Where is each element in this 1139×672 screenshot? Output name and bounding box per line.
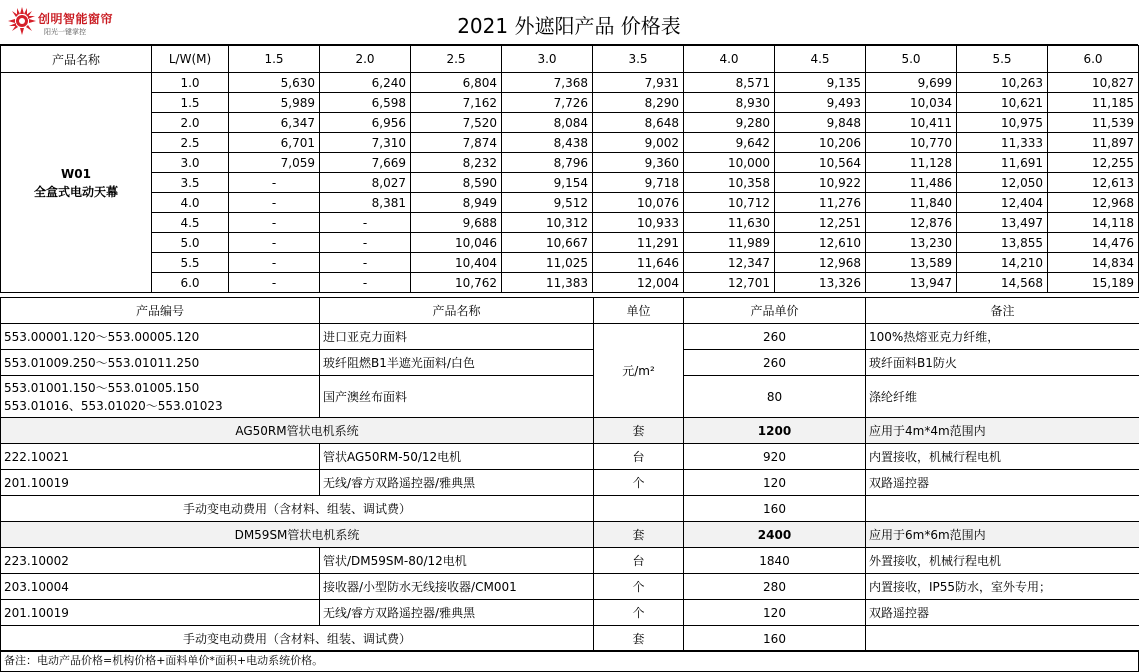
part-code: 201.10019 xyxy=(1,600,320,626)
row-height-label: 2.0 xyxy=(152,113,229,133)
price-cell: - xyxy=(320,233,411,253)
price-cell: 13,230 xyxy=(866,233,957,253)
motor-system-note: 应用于4m*4m范围内 xyxy=(866,418,1139,444)
motor-system-title: AG50RM管状电机系统 xyxy=(1,418,594,444)
price-cell: 11,333 xyxy=(957,133,1048,153)
price-cell: 7,874 xyxy=(411,133,502,153)
price-cell: 10,564 xyxy=(775,153,866,173)
price-cell: 5,989 xyxy=(229,93,320,113)
part-note: 内置接收，IP55防水，室外专用； xyxy=(866,574,1139,600)
price-cell: 11,840 xyxy=(866,193,957,213)
price-cell: 12,613 xyxy=(1048,173,1139,193)
width-header: 2.0 xyxy=(320,46,411,73)
price-cell: 9,699 xyxy=(866,73,957,93)
price-cell: 8,648 xyxy=(593,113,684,133)
motor-part-row xyxy=(1,574,1139,600)
price-cell: 9,360 xyxy=(593,153,684,173)
price-cell: - xyxy=(229,233,320,253)
fabric-name: 玻纤阻燃B1半遮光面料/白色 xyxy=(320,350,594,376)
price-cell: 12,968 xyxy=(1048,193,1139,213)
part-unit: 个 xyxy=(594,600,684,626)
price-cell: 12,050 xyxy=(957,173,1048,193)
logo-slogan: 阳光一键掌控 xyxy=(44,28,86,36)
part-note: 双路遥控器 xyxy=(866,470,1139,496)
table-row xyxy=(1,133,1139,153)
col-header-price: 产品单价 xyxy=(684,298,866,324)
price-cell: 12,255 xyxy=(1048,153,1139,173)
price-cell: 5,630 xyxy=(229,73,320,93)
width-header: 4.5 xyxy=(775,46,866,73)
row-height-label: 3.5 xyxy=(152,173,229,193)
price-cell: - xyxy=(229,253,320,273)
price-cell: 9,848 xyxy=(775,113,866,133)
part-price: 280 xyxy=(684,574,866,600)
price-cell: 13,855 xyxy=(957,233,1048,253)
part-unit: 个 xyxy=(594,574,684,600)
price-cell: 12,251 xyxy=(775,213,866,233)
motor-system-unit: 套 xyxy=(594,418,684,444)
width-header: 1.5 xyxy=(229,46,320,73)
conversion-label: 手动变电动费用（含材料、组装、调试费） xyxy=(1,496,594,522)
price-cell: 10,770 xyxy=(866,133,957,153)
row-height-label: 5.5 xyxy=(152,253,229,273)
price-cell: 11,691 xyxy=(957,153,1048,173)
conversion-price: 160 xyxy=(684,496,866,522)
row-height-label: 6.0 xyxy=(152,273,229,293)
part-code: 203.10004 xyxy=(1,574,320,600)
motor-system-row xyxy=(1,522,1139,548)
fabric-code xyxy=(1,376,320,418)
part-price: 120 xyxy=(684,600,866,626)
motor-part-row xyxy=(1,470,1139,496)
price-cell: 10,975 xyxy=(957,113,1048,133)
conversion-note xyxy=(866,626,1139,652)
part-note: 内置接收，机械行程电机 xyxy=(866,444,1139,470)
fabric-unit: 元/m² xyxy=(594,324,684,418)
price-cell: 9,718 xyxy=(593,173,684,193)
table-row xyxy=(1,73,1139,93)
price-cell: 9,280 xyxy=(684,113,775,133)
price-cell: 14,118 xyxy=(1048,213,1139,233)
price-cell: 12,876 xyxy=(866,213,957,233)
price-cell: 10,621 xyxy=(957,93,1048,113)
price-cell: 9,135 xyxy=(775,73,866,93)
fabric-code-line: 553.01016、553.01020～553.01023 xyxy=(4,398,223,413)
price-cell: 13,326 xyxy=(775,273,866,293)
price-cell: 6,701 xyxy=(229,133,320,153)
price-cell: 8,232 xyxy=(411,153,502,173)
price-cell: 6,804 xyxy=(411,73,502,93)
conversion-price: 160 xyxy=(684,626,866,652)
price-cell: 7,310 xyxy=(320,133,411,153)
price-cell: 12,968 xyxy=(775,253,866,273)
table-row xyxy=(1,193,1139,213)
price-cell: 12,610 xyxy=(775,233,866,253)
part-unit: 台 xyxy=(594,444,684,470)
price-cell: 8,930 xyxy=(684,93,775,113)
part-unit: 台 xyxy=(594,548,684,574)
part-code: 222.10021 xyxy=(1,444,320,470)
price-cell: 7,162 xyxy=(411,93,502,113)
price-cell: 10,076 xyxy=(593,193,684,213)
width-header: 4.0 xyxy=(684,46,775,73)
table-header-row xyxy=(1,298,1139,324)
part-name: 接收器/小型防水无线接收器/CM001 xyxy=(320,574,594,600)
logo-brand-name: 创明智能窗帘 xyxy=(38,12,114,26)
part-price: 120 xyxy=(684,470,866,496)
fabric-row xyxy=(1,324,1139,350)
conversion-row xyxy=(1,626,1139,652)
table-row xyxy=(1,93,1139,113)
price-cell: 10,922 xyxy=(775,173,866,193)
price-cell: 10,404 xyxy=(411,253,502,273)
part-note: 外置接收，机械行程电机 xyxy=(866,548,1139,574)
price-cell: 10,712 xyxy=(684,193,775,213)
price-cell: 11,291 xyxy=(593,233,684,253)
motor-part-row xyxy=(1,444,1139,470)
price-cell: 9,512 xyxy=(502,193,593,213)
table-row xyxy=(1,113,1139,133)
price-cell: 9,154 xyxy=(502,173,593,193)
price-cell: 9,002 xyxy=(593,133,684,153)
part-price: 1840 xyxy=(684,548,866,574)
width-header: 5.5 xyxy=(957,46,1048,73)
col-header-lw: L/W(M) xyxy=(152,46,229,73)
motor-part-row xyxy=(1,548,1139,574)
price-cell: - xyxy=(229,213,320,233)
price-cell: 9,688 xyxy=(411,213,502,233)
fabric-code-line: 553.01001.150～553.01005.150 xyxy=(4,380,200,395)
conversion-note xyxy=(866,496,1139,522)
size-price-table xyxy=(0,45,1139,293)
part-unit: 个 xyxy=(594,470,684,496)
width-header: 3.5 xyxy=(593,46,684,73)
price-cell: 8,571 xyxy=(684,73,775,93)
table-header-row xyxy=(1,46,1139,73)
width-header: 5.0 xyxy=(866,46,957,73)
price-cell: 8,084 xyxy=(502,113,593,133)
fabric-note: 玻纤面料B1防火 xyxy=(866,350,1139,376)
fabric-row xyxy=(1,376,1139,418)
price-cell: 8,590 xyxy=(411,173,502,193)
price-cell: 11,539 xyxy=(1048,113,1139,133)
table-row xyxy=(1,213,1139,233)
price-cell: 7,368 xyxy=(502,73,593,93)
fabric-price: 260 xyxy=(684,324,866,350)
price-cell: 8,290 xyxy=(593,93,684,113)
price-cell: 14,476 xyxy=(1048,233,1139,253)
price-cell: 11,897 xyxy=(1048,133,1139,153)
price-cell: 10,000 xyxy=(684,153,775,173)
fabric-code: 553.00001.120～553.00005.120 xyxy=(1,324,320,350)
price-cell: 7,931 xyxy=(593,73,684,93)
price-cell: 14,834 xyxy=(1048,253,1139,273)
row-height-label: 1.0 xyxy=(152,73,229,93)
price-cell: 10,667 xyxy=(502,233,593,253)
motor-system-price: 1200 xyxy=(684,418,866,444)
price-cell: 11,276 xyxy=(775,193,866,213)
price-cell: 14,210 xyxy=(957,253,1048,273)
motor-system-unit: 套 xyxy=(594,522,684,548)
row-height-label: 4.5 xyxy=(152,213,229,233)
fabric-name: 国产澳丝布面料 xyxy=(320,376,594,418)
price-cell: 6,598 xyxy=(320,93,411,113)
row-height-label: 1.5 xyxy=(152,93,229,113)
price-cell: - xyxy=(320,253,411,273)
price-cell: 14,568 xyxy=(957,273,1048,293)
motor-system-row xyxy=(1,418,1139,444)
table-row xyxy=(1,253,1139,273)
price-cell: 13,589 xyxy=(866,253,957,273)
row-height-label: 3.0 xyxy=(152,153,229,173)
table-row xyxy=(1,173,1139,193)
price-cell: 11,630 xyxy=(684,213,775,233)
price-cell: 8,949 xyxy=(411,193,502,213)
part-name: 管状AG50RM-50/12电机 xyxy=(320,444,594,470)
price-cell: 9,642 xyxy=(684,133,775,153)
motor-system-price: 2400 xyxy=(684,522,866,548)
row-height-label: 2.5 xyxy=(152,133,229,153)
price-cell: - xyxy=(229,193,320,213)
table-row xyxy=(1,153,1139,173)
conversion-unit: 套 xyxy=(594,626,684,652)
fabric-motor-table xyxy=(0,297,1139,652)
price-cell: 11,989 xyxy=(684,233,775,253)
width-header: 2.5 xyxy=(411,46,502,73)
price-cell: - xyxy=(229,173,320,193)
motor-system-note: 应用于6m*6m范围内 xyxy=(866,522,1139,548)
price-cell: 15,189 xyxy=(1048,273,1139,293)
price-cell: 8,438 xyxy=(502,133,593,153)
conversion-row xyxy=(1,496,1139,522)
price-cell: 9,493 xyxy=(775,93,866,113)
table-row xyxy=(1,233,1139,253)
part-note: 双路遥控器 xyxy=(866,600,1139,626)
price-cell: 10,046 xyxy=(411,233,502,253)
product-name: 全盒式电动天幕 xyxy=(33,184,118,199)
col-header-note: 备注 xyxy=(866,298,1139,324)
fabric-row xyxy=(1,350,1139,376)
price-cell: - xyxy=(320,273,411,293)
fabric-price: 260 xyxy=(684,350,866,376)
price-cell: - xyxy=(229,273,320,293)
fabric-note: 100%热熔亚克力纤维， xyxy=(866,324,1139,350)
price-cell: 10,206 xyxy=(775,133,866,153)
price-cell: 10,034 xyxy=(866,93,957,113)
price-cell: 7,059 xyxy=(229,153,320,173)
price-cell: 12,404 xyxy=(957,193,1048,213)
price-cell: 10,762 xyxy=(411,273,502,293)
price-cell: 11,486 xyxy=(866,173,957,193)
price-cell: 11,383 xyxy=(502,273,593,293)
part-price: 920 xyxy=(684,444,866,470)
part-name: 管状/DM59SM-80/12电机 xyxy=(320,548,594,574)
price-cell: 13,497 xyxy=(957,213,1048,233)
width-header: 3.0 xyxy=(502,46,593,73)
fabric-code: 553.01009.250～553.01011.250 xyxy=(1,350,320,376)
fabric-name: 进口亚克力面料 xyxy=(320,324,594,350)
price-cell: 12,701 xyxy=(684,273,775,293)
col-header-code: 产品编号 xyxy=(1,298,320,324)
product-code: W01 xyxy=(61,166,91,181)
price-cell: 6,956 xyxy=(320,113,411,133)
row-height-label: 4.0 xyxy=(152,193,229,213)
price-cell: 11,128 xyxy=(866,153,957,173)
table-row xyxy=(1,273,1139,293)
price-cell: 12,347 xyxy=(684,253,775,273)
price-cell: 13,947 xyxy=(866,273,957,293)
conversion-unit xyxy=(594,496,684,522)
price-cell: 10,411 xyxy=(866,113,957,133)
price-cell: - xyxy=(320,213,411,233)
price-cell: 10,312 xyxy=(502,213,593,233)
price-cell: 11,646 xyxy=(593,253,684,273)
product-cell xyxy=(1,73,152,293)
price-cell: 8,381 xyxy=(320,193,411,213)
price-cell: 10,358 xyxy=(684,173,775,193)
page-header xyxy=(0,0,1138,45)
col-header-product: 产品名称 xyxy=(1,46,152,73)
price-cell: 7,669 xyxy=(320,153,411,173)
page-title: 2021 外遮阳产品 价格表 xyxy=(457,14,681,38)
part-code: 223.10002 xyxy=(1,548,320,574)
price-cell: 12,004 xyxy=(593,273,684,293)
row-height-label: 5.0 xyxy=(152,233,229,253)
motor-part-row xyxy=(1,600,1139,626)
price-cell: 6,347 xyxy=(229,113,320,133)
col-header-name: 产品名称 xyxy=(320,298,594,324)
fabric-note: 涤纶纤维 xyxy=(866,376,1139,418)
footnote: 备注：电动产品价格=机构价格+面料单价*面积+电动系统价格。 xyxy=(0,650,1139,672)
price-cell: 10,827 xyxy=(1048,73,1139,93)
fabric-price: 80 xyxy=(684,376,866,418)
price-cell: 11,025 xyxy=(502,253,593,273)
price-cell: 8,796 xyxy=(502,153,593,173)
price-cell: 7,520 xyxy=(411,113,502,133)
price-cell: 7,726 xyxy=(502,93,593,113)
col-header-unit: 单位 xyxy=(594,298,684,324)
motor-system-title: DM59SM管状电机系统 xyxy=(1,522,594,548)
price-cell: 6,240 xyxy=(320,73,411,93)
price-cell: 11,185 xyxy=(1048,93,1139,113)
price-cell: 10,263 xyxy=(957,73,1048,93)
part-code: 201.10019 xyxy=(1,470,320,496)
price-cell: 10,933 xyxy=(593,213,684,233)
width-header: 6.0 xyxy=(1048,46,1139,73)
part-name: 无线/睿方双路遥控器/雅典黑 xyxy=(320,600,594,626)
price-cell: 8,027 xyxy=(320,173,411,193)
conversion-label: 手动变电动费用（含材料、组装、调试费） xyxy=(1,626,594,652)
part-name: 无线/睿方双路遥控器/雅典黑 xyxy=(320,470,594,496)
